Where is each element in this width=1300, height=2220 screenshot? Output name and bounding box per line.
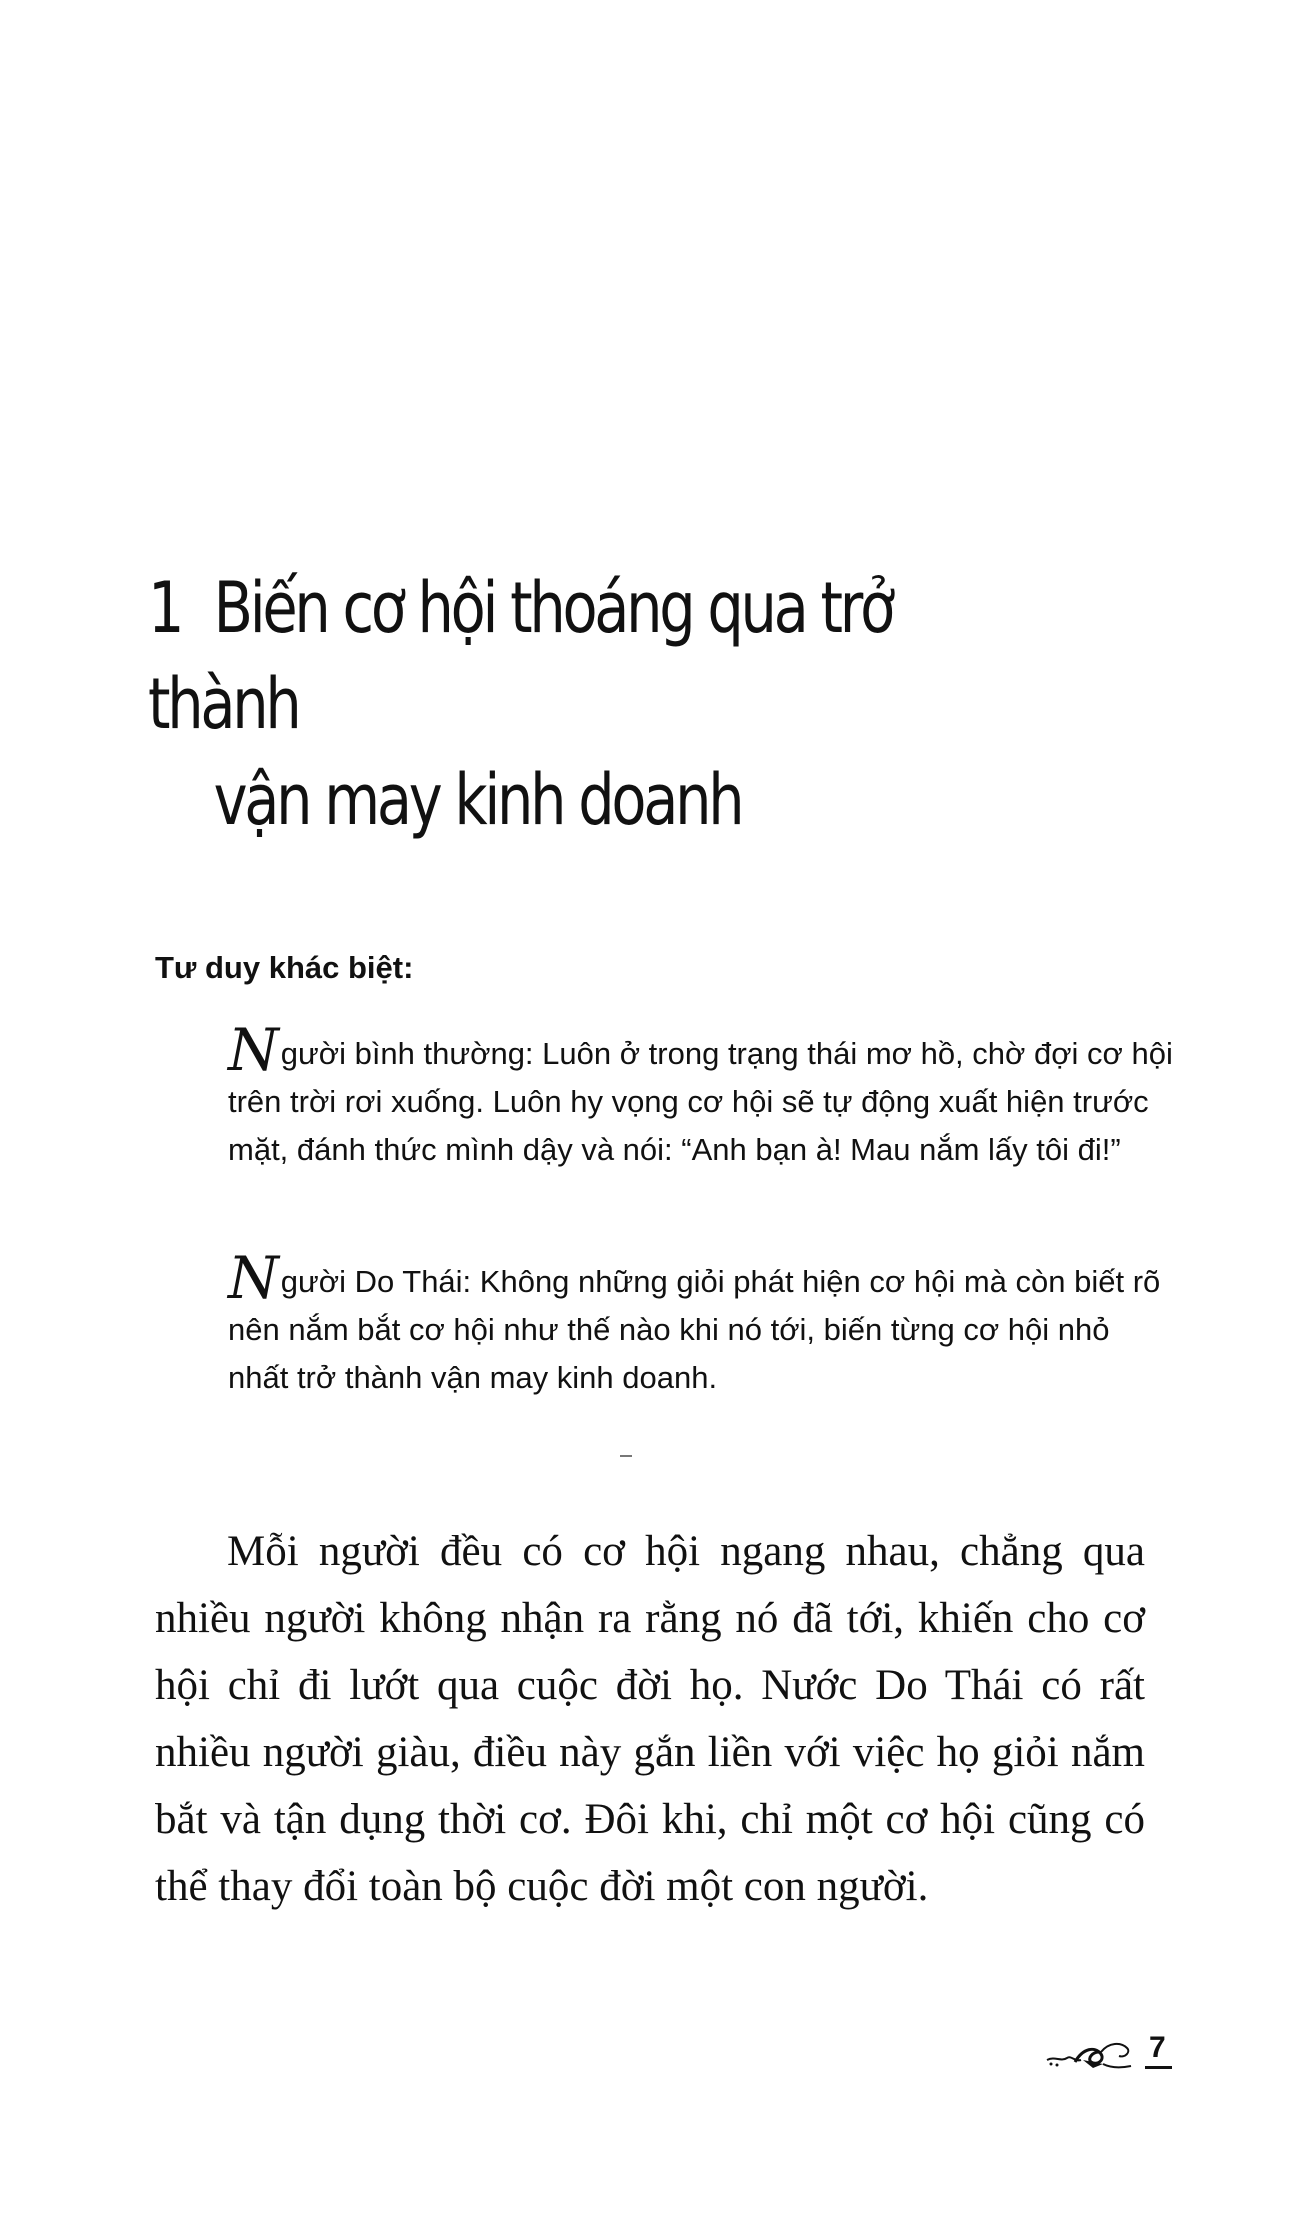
body-paragraph: Mỗi người đều có cơ hội ngang nhau, chẳng qua nhiều người không nhận ra rằng nó đã tới, khiến cho cơ hội chỉ đi lướt qua cuộc đời họ. Nước Do Thái có rất nhiều người giàu, điều này gắn liền với việc họ giỏi nắm bắt và tận dụng thời cơ. Đôi khi, chỉ một cơ hội cũng có thể thay đổi toàn bộ cuộc đời một con người.	[155, 1528, 1145, 1910]
page-number: 7	[1145, 2030, 1172, 2069]
chapter-title-line2: vận may kinh doanh	[213, 759, 742, 841]
comparison-paragraph	[228, 1244, 1178, 1402]
chapter-heading	[148, 560, 968, 848]
chapter-title-line1: Biến cơ hội thoáng qua trở thành	[148, 567, 892, 745]
comparison-jewish-person	[228, 1244, 1178, 1402]
dropcap-letter: N	[228, 1016, 279, 1084]
section-label: Tư duy khác biệt:	[155, 950, 414, 985]
comparison-text: gười bình thường: Luôn ở trong trạng thái mơ hồ, chờ đợi cơ hội trên trời rơi xuống. Luôn hy vọng cơ hội sẽ tự động xuất hiện trước mặt, đánh thức mình dậy và nói: “Anh bạn à! Mau nắm lấy tôi đi!”	[228, 1036, 1173, 1167]
print-speck	[620, 1455, 632, 1457]
dropcap-letter: N	[228, 1244, 279, 1312]
comparison-paragraph	[228, 1016, 1178, 1174]
comparison-text: gười Do Thái: Không những giỏi phát hiện cơ hội mà còn biết rõ nên nắm bắt cơ hội như thế nào khi nó tới, biến từng cơ hội nhỏ nhất trở thành vận may kinh doanh.	[228, 1264, 1161, 1395]
page-footer	[1045, 2030, 1175, 2080]
chapter-number: 1	[148, 567, 182, 649]
decorative-ornament-icon	[1045, 2038, 1145, 2077]
comparison-ordinary-person	[228, 1016, 1178, 1174]
